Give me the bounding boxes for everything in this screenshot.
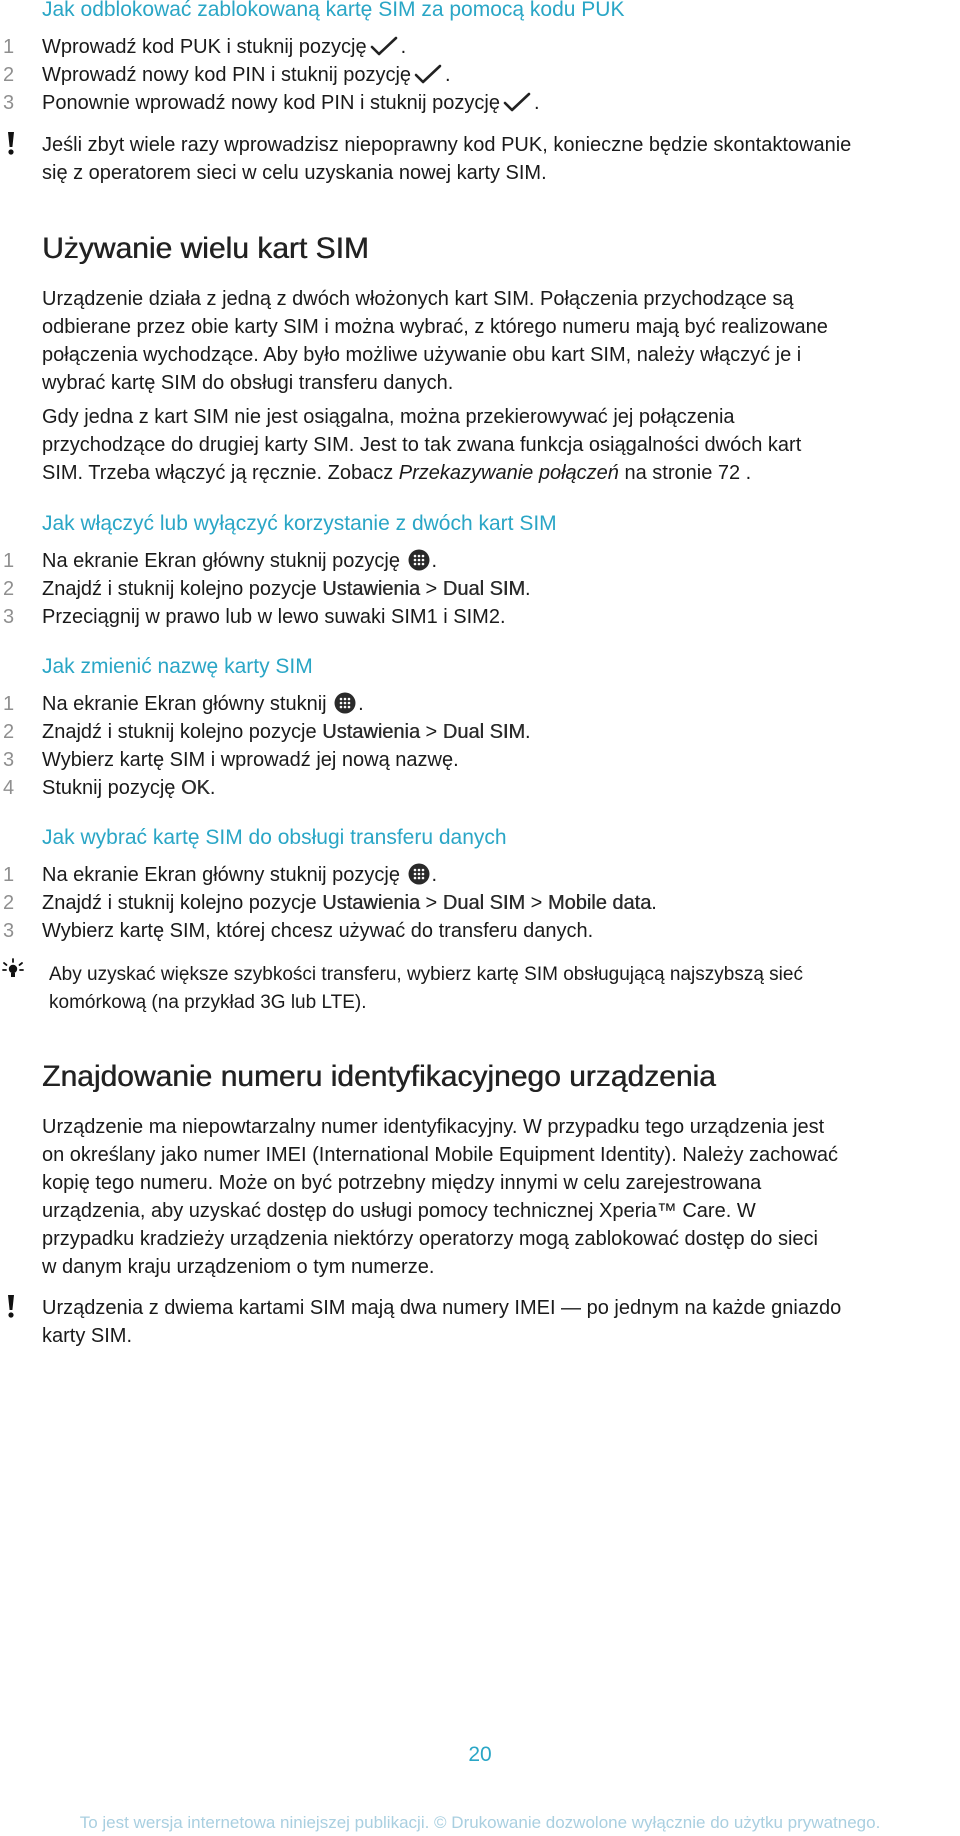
ui-label-settings: Ustawienia xyxy=(322,578,420,600)
list-item: 2 Wprowadź nowy kod PIN i stuknij pozycję . xyxy=(0,61,960,89)
section-title-puk: Jak odblokować zablokowaną kartę SIM za pomocą kodu PUK xyxy=(42,0,625,21)
list-item: 4 Stuknij pozycję OK. xyxy=(0,774,960,802)
app-grid-icon xyxy=(334,692,356,714)
page-number: 20 xyxy=(468,1743,492,1766)
step-text: Ponownie wprowadź nowy kod PIN i stuknij pozycję xyxy=(42,92,500,114)
footer-notice: To jest wersja internetowa niniejszej publikacji. © Drukowanie dozwolone wyłącznie do użytku prywatnego. xyxy=(79,1813,881,1832)
section-title-enable-dual-sim: Jak włączyć lub wyłączyć korzystanie z dwóch kart SIM xyxy=(42,512,557,535)
exclamation-icon xyxy=(4,130,18,156)
list-item: 1 Na ekranie Ekran główny stuknij pozycję . xyxy=(0,861,960,889)
checkmark-icon xyxy=(369,35,399,57)
puk-warning: Jeśli zbyt wiele razy wprowadzisz niepoprawny kod PUK, konieczne będzie skontaktowanie się z operatorem sieci w celu uzyskania nowej karty SIM. xyxy=(42,134,852,184)
section-title-data-sim: Jak wybrać kartę SIM do obsługi transferu danych xyxy=(42,826,507,849)
ui-label-mobile-data: Mobile data xyxy=(547,892,652,914)
list-item: 3 Wybierz kartę SIM i wprowadź jej nową nazwę. xyxy=(0,746,960,774)
list-item: 3 Wybierz kartę SIM, której chcesz używać do transferu danych. xyxy=(0,917,960,945)
app-grid-icon xyxy=(408,549,430,571)
step-number: 3 xyxy=(3,606,15,628)
checkmark-icon xyxy=(413,63,443,85)
list-item: 2 Znajdź i stuknij kolejno pozycje Ustawienia > Dual SIM. xyxy=(0,575,960,603)
step-number: 2 xyxy=(3,64,15,86)
step-text: Wprowadź nowy kod PIN i stuknij pozycję xyxy=(42,64,412,86)
step-number: 1 xyxy=(3,36,15,58)
list-item: 2 Znajdź i stuknij kolejno pozycje Ustawienia > Dual SIM > Mobile data. xyxy=(0,889,960,917)
imei-paragraph: Urządzenie ma niepowtarzalny numer identyfikacyjny. W przypadku tego urządzenia jest on określany jako numer IMEI (International Mobile Equipment Identity). Należy zachować kopię tego numeru. Może on być potrzebny między innymi w celu zarejestrowana urządzenia, aby uzyskać dostęp do usługi pomocy technicznej Xperia™ Care. W przypadku kradzieży urządzenia niektórzy operatorzy mogą zablokować dostęp do sieci w danym kraju urządzeniom o tym numerze. xyxy=(42,1116,838,1278)
step-number: 1 xyxy=(3,693,15,715)
cross-reference-link[interactable]: Przekazywanie połączeń xyxy=(398,462,619,484)
list-item: 3 Ponownie wprowadź nowy kod PIN i stuknij pozycję . xyxy=(0,89,960,117)
step-number: 1 xyxy=(3,550,15,572)
step-number: 4 xyxy=(3,777,15,799)
step-number: 1 xyxy=(3,864,15,886)
ui-label-dual-sim: Dual SIM xyxy=(442,892,526,914)
checkmark-icon xyxy=(502,91,532,113)
ui-label-ok: OK xyxy=(180,777,210,799)
step-number: 2 xyxy=(3,578,15,600)
enable-dual-sim-steps xyxy=(0,547,960,631)
step-number: 3 xyxy=(3,92,15,114)
ui-label-dual-sim: Dual SIM xyxy=(442,721,526,743)
lightbulb-icon xyxy=(2,958,24,980)
multi-sim-paragraph-1: Urządzenie działa z jedną z dwóch włożonych kart SIM. Połączenia przychodzące są odbierane przez obie karty SIM i można wybrać, z którego numeru mają być realizowane połączenia wychodzące. Aby było możliwe używanie obu kart SIM, należy włączyć je i wybrać kartę SIM do obsługi transferu danych. xyxy=(42,288,828,394)
puk-steps xyxy=(0,33,960,117)
step-text: Wprowadź kod PUK i stuknij pozycję xyxy=(42,36,367,58)
list-item: 2 Znajdź i stuknij kolejno pozycje Ustawienia > Dual SIM. xyxy=(0,718,960,746)
section-heading-multi-sim: Używanie wielu kart SIM xyxy=(42,232,369,265)
ui-label-dual-sim: Dual SIM xyxy=(442,578,526,600)
ui-label-settings: Ustawienia xyxy=(322,892,420,914)
exclamation-icon xyxy=(4,1293,18,1319)
data-sim-tip: Aby uzyskać większe szybkości transferu, wybierz kartę SIM obsługującą najszybszą sieć komórkową (na przykład 3G lub LTE). xyxy=(49,964,803,1013)
imei-warning: Urządzenia z dwiema kartami SIM mają dwa numery IMEI — po jednym na każde gniazdo karty SIM. xyxy=(42,1297,842,1347)
step-number: 3 xyxy=(3,920,15,942)
data-sim-steps xyxy=(0,861,960,945)
rename-sim-steps xyxy=(0,690,960,802)
list-item: 1 Na ekranie Ekran główny stuknij pozycję . xyxy=(0,547,960,575)
app-grid-icon xyxy=(408,863,430,885)
list-item: 3 Przeciągnij w prawo lub w lewo suwaki SIM1 i SIM2. xyxy=(0,603,960,631)
section-heading-imei: Znajdowanie numeru identyfikacyjnego urządzenia xyxy=(42,1060,716,1093)
multi-sim-paragraph-2: Gdy jedna z kart SIM nie jest osiągalna, można przekierowywać jej połączenia przychodzące do drugiej karty SIM. Jest to tak zwana funkcja osiągalności dwóch kart SIM. Trzeba włączyć ją ręcznie. Zobacz Przekazywanie połączeń na stronie 72 . xyxy=(42,406,802,484)
ui-label-settings: Ustawienia xyxy=(322,721,420,743)
step-number: 3 xyxy=(3,749,15,771)
step-number: 2 xyxy=(3,721,15,743)
list-item: 1 Wprowadź kod PUK i stuknij pozycję . xyxy=(0,33,960,61)
step-number: 2 xyxy=(3,892,15,914)
section-title-rename-sim: Jak zmienić nazwę karty SIM xyxy=(42,655,313,678)
list-item: 1 Na ekranie Ekran główny stuknij . xyxy=(0,690,960,718)
